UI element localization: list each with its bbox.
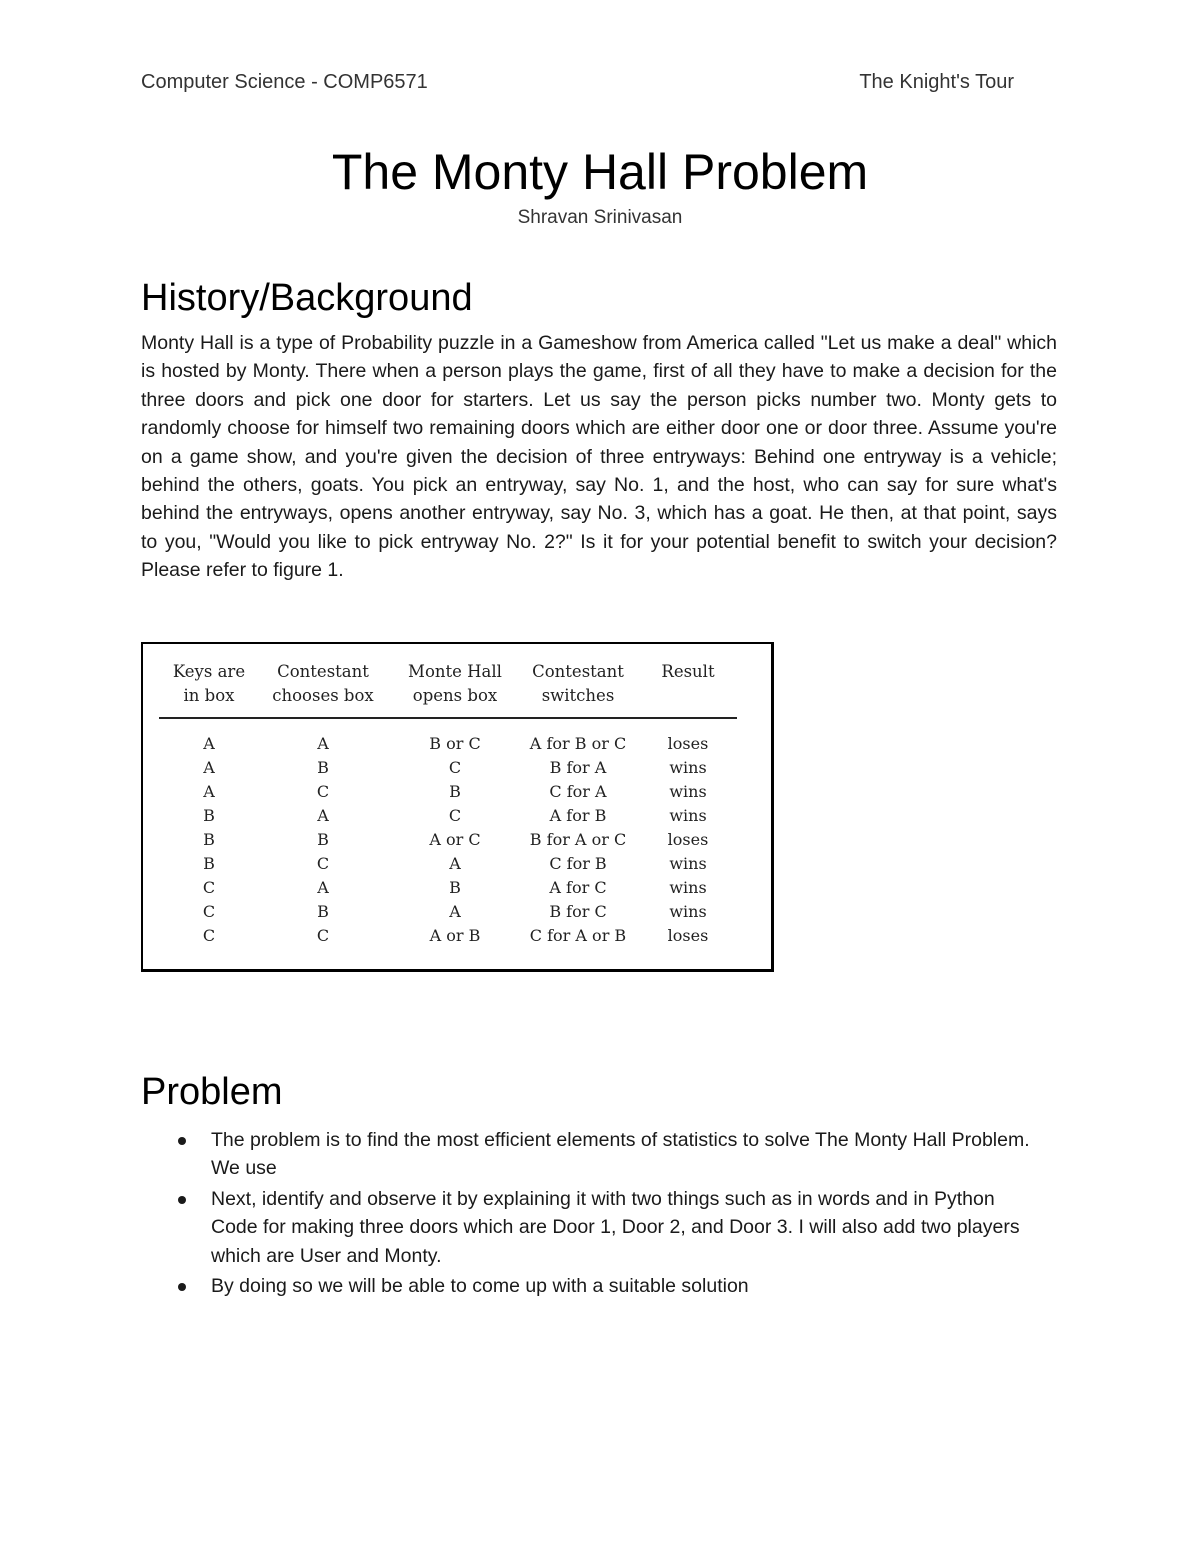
table-header-contestant-switches: Contestant switches	[532, 662, 624, 705]
list-item	[141, 1272, 1041, 1300]
table-cell: B for C	[549, 902, 607, 921]
table-cell: B for A	[549, 758, 607, 777]
table-cell: A	[449, 854, 461, 873]
table-cell: A	[203, 734, 215, 753]
table-header-keys: Keys are in box	[172, 662, 246, 705]
table-cell: A	[317, 734, 329, 753]
table-cell: A	[317, 878, 329, 897]
table-row	[143, 806, 771, 830]
table-cell: A for C	[549, 878, 607, 897]
bullet-icon	[178, 1196, 186, 1204]
table-cell: wins	[669, 806, 707, 825]
table-cell: wins	[669, 782, 707, 801]
page-title: The Monty Hall Problem	[331, 144, 869, 200]
table-header-result: Result	[661, 662, 715, 681]
table-cell: B	[449, 878, 461, 897]
table-cell: A	[449, 902, 461, 921]
table-row	[143, 854, 771, 878]
bullet-text: Next, identify and observe it by explaining it with two things such as in words and in Python Code for making three doors which are Door 1, Door 2, and Door 3. I will also add two players which are User and Monty.	[211, 1187, 1020, 1267]
table-cell: C	[448, 758, 462, 777]
table-cell: C for A or B	[529, 926, 627, 945]
table-divider	[159, 717, 737, 719]
table-cell: A for B or C	[529, 734, 627, 753]
table-header-monte-opens: Monte Hall opens box	[408, 662, 502, 705]
table-cell: B	[317, 902, 329, 921]
table-cell: B	[449, 782, 461, 801]
table-row	[143, 782, 771, 806]
table-cell: loses	[667, 734, 709, 753]
table-row	[143, 734, 771, 758]
heading-problem: Problem	[141, 1071, 283, 1113]
history-paragraph: Monty Hall is a type of Probability puzzle in a Gameshow from America called "Let us make a deal" which is hosted by Monty. There when a person plays the game, first of all they have to make a decision for the three doors and pick one door for starters. Let us say the person picks number two. Monty gets to randomly choose for himself two remaining doors which are either door one or door three. Assume you're on a game show, and you're given the decision of three entryways: Behind one entryway is a vehicle; behind the others, goats. You pick an entryway, say No. 1, and the host, who can say for sure what's behind the entryways, opens another entryway, say No. 3, which has a goat. He then, at that point, says to you, "Would you like to pick entryway No. 2?" Is it for your potential benefit to switch your decision? Please refer to figure 1.	[141, 332, 1057, 582]
table-cell: C	[448, 806, 462, 825]
table-cell: C	[202, 926, 216, 945]
table-cell: wins	[669, 854, 707, 873]
list-item	[141, 1126, 1041, 1183]
problem-bullet-list	[141, 1126, 1041, 1302]
heading-history: History/Background	[141, 277, 473, 319]
table-cell: B	[203, 854, 215, 873]
header-course: Computer Science - COMP6571	[141, 71, 428, 93]
table-cell: A or C	[429, 830, 481, 849]
table-cell: B	[203, 830, 215, 849]
bullet-icon	[178, 1137, 186, 1145]
table-row	[143, 878, 771, 902]
author-name: Shravan Srinivasan	[517, 207, 683, 228]
table-row	[143, 830, 771, 854]
table-cell: C for A	[549, 782, 607, 801]
table-row	[143, 758, 771, 782]
table-cell: C	[316, 782, 330, 801]
table-cell: loses	[667, 830, 709, 849]
table-cell: A for B	[549, 806, 607, 825]
table-cell: B or C	[429, 734, 481, 753]
table-cell: B	[317, 830, 329, 849]
table-cell: C	[316, 926, 330, 945]
table-cell: wins	[669, 758, 707, 777]
table-cell: C	[202, 878, 216, 897]
table-cell: B	[317, 758, 329, 777]
table-cell: B	[203, 806, 215, 825]
table-cell: C	[202, 902, 216, 921]
table-cell: B for A or C	[529, 830, 627, 849]
table-cell: wins	[669, 902, 707, 921]
table-cell: C for B	[549, 854, 607, 873]
bullet-text: The problem is to find the most efficient elements of statistics to solve The Monty Hall Problem. We use	[211, 1129, 1030, 1180]
table-row	[143, 902, 771, 926]
bullet-text: By doing so we will be able to come up with a suitable solution	[211, 1275, 749, 1298]
table-cell: C	[316, 854, 330, 873]
table-cell: A or B	[429, 926, 481, 945]
header-project: The Knight's Tour	[859, 71, 1014, 93]
table-header-contestant-chooses: Contestant chooses box	[272, 662, 374, 705]
table-cell: A	[203, 758, 215, 777]
table-cell: wins	[669, 878, 707, 897]
list-item	[141, 1185, 1041, 1270]
table-cell: A	[317, 806, 329, 825]
figure-monty-hall-table	[141, 642, 774, 972]
table-cell: loses	[667, 926, 709, 945]
table-cell: A	[203, 782, 215, 801]
table-row	[143, 926, 771, 950]
bullet-icon	[178, 1283, 186, 1291]
